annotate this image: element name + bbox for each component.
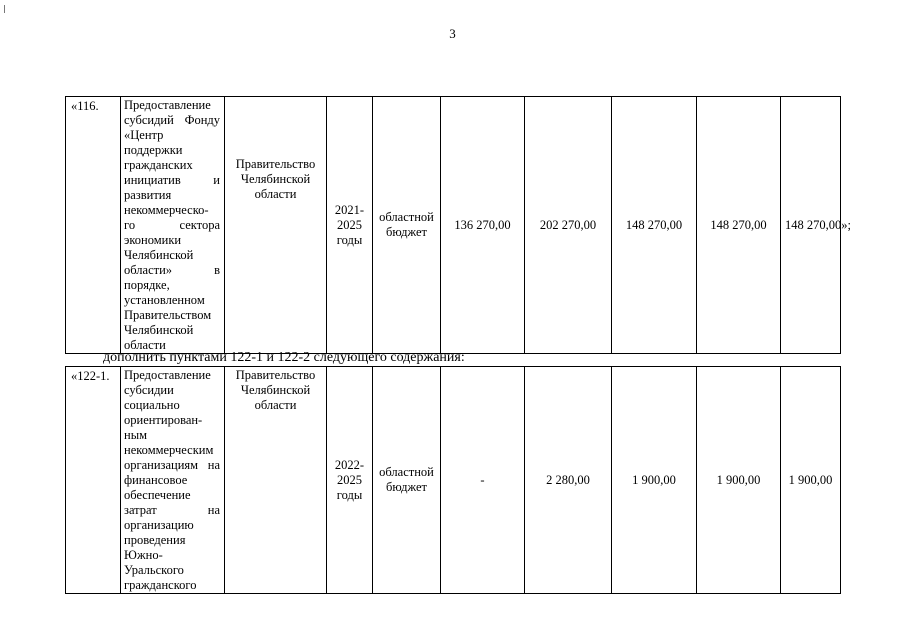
org-line: Правительство bbox=[235, 157, 316, 171]
desc-line: развития bbox=[124, 188, 172, 202]
period-line: 2022- bbox=[334, 457, 365, 472]
desc-line: гражданских bbox=[124, 158, 193, 172]
item-description bbox=[121, 367, 225, 594]
org-line: Челябинской bbox=[240, 172, 311, 186]
org-line: Челябинской bbox=[240, 383, 311, 397]
item-number: «116. bbox=[66, 97, 121, 354]
desc-line: области bbox=[124, 338, 166, 352]
desc-line: «Центр bbox=[124, 128, 164, 142]
table-row-116 bbox=[65, 96, 851, 354]
funding-source bbox=[373, 367, 441, 594]
desc-line: Предоставление bbox=[124, 98, 211, 112]
funding-source bbox=[373, 97, 441, 354]
desc-line: проведения bbox=[124, 533, 186, 547]
source-line: областной bbox=[379, 465, 434, 479]
desc-line: некоммерческо- bbox=[124, 203, 209, 217]
period-line: 2025 bbox=[337, 472, 362, 487]
desc-line: экономики bbox=[124, 233, 182, 247]
desc-line: Южно- bbox=[124, 548, 163, 562]
desc-line: установленном bbox=[124, 293, 205, 307]
amount-cell: 1 900,00 bbox=[781, 367, 841, 594]
org-line: области bbox=[254, 398, 297, 412]
desc-line: ным bbox=[124, 428, 147, 442]
desc-line: обеспечение bbox=[124, 488, 191, 502]
source-line: бюджет bbox=[386, 480, 427, 494]
period-line: 2025 bbox=[337, 217, 362, 232]
desc-line: Правительством bbox=[124, 308, 212, 322]
table-row-122-1 bbox=[65, 366, 841, 594]
source-line: областной bbox=[379, 210, 434, 224]
amount-cell: - bbox=[441, 367, 525, 594]
period bbox=[327, 97, 373, 354]
desc-line: поддержки bbox=[124, 143, 183, 157]
insert-instruction: дополнить пунктами 122-1 и 122-2 следующего содержания: bbox=[103, 350, 465, 365]
desc-line: затрат на bbox=[124, 503, 220, 517]
period-line: годы bbox=[336, 487, 363, 502]
desc-line: Челябинской bbox=[124, 248, 194, 262]
amount-cell: 1 900,00 bbox=[612, 367, 697, 594]
amount-cell: 148 270,00 bbox=[697, 97, 781, 354]
desc-line: субсидии bbox=[124, 383, 174, 397]
responsible-org bbox=[225, 97, 327, 354]
desc-line: организациям на bbox=[124, 458, 220, 472]
desc-line: области» в bbox=[124, 263, 220, 277]
org-line: области bbox=[254, 187, 297, 201]
desc-line: социально bbox=[124, 398, 180, 412]
desc-line: го сектора bbox=[124, 218, 220, 232]
desc-line: Предоставление bbox=[124, 368, 211, 382]
desc-line: организацию bbox=[124, 518, 194, 532]
period-line: годы bbox=[336, 232, 363, 247]
item-description bbox=[121, 97, 225, 354]
amount-cell: 136 270,00 bbox=[441, 97, 525, 354]
desc-line: финансовое bbox=[124, 473, 188, 487]
responsible-org bbox=[225, 367, 327, 594]
desc-line: гражданского bbox=[124, 578, 197, 592]
amount-cell: 202 270,00 bbox=[525, 97, 612, 354]
desc-line: ориентирован- bbox=[124, 413, 203, 427]
desc-line: некоммерческим bbox=[124, 443, 214, 457]
amount-cell: 2 280,00 bbox=[525, 367, 612, 594]
desc-line: Челябинской bbox=[124, 323, 194, 337]
amount-cell: 148 270,00 bbox=[612, 97, 697, 354]
item-number: «122-1. bbox=[66, 367, 121, 594]
desc-line: Уральского bbox=[124, 563, 184, 577]
scan-edge-mark bbox=[4, 5, 5, 13]
period-line: 2021- bbox=[334, 202, 365, 217]
desc-line: субсидий Фонду bbox=[124, 113, 220, 127]
desc-line: порядке, bbox=[124, 278, 170, 292]
amount-cell: 1 900,00 bbox=[697, 367, 781, 594]
page-number: 3 bbox=[449, 26, 456, 41]
period bbox=[327, 367, 373, 594]
desc-line: инициатив и bbox=[124, 173, 220, 187]
org-line: Правительство bbox=[235, 368, 316, 382]
source-line: бюджет bbox=[386, 225, 427, 239]
amount-cell: 148 270,00»; bbox=[781, 97, 841, 354]
